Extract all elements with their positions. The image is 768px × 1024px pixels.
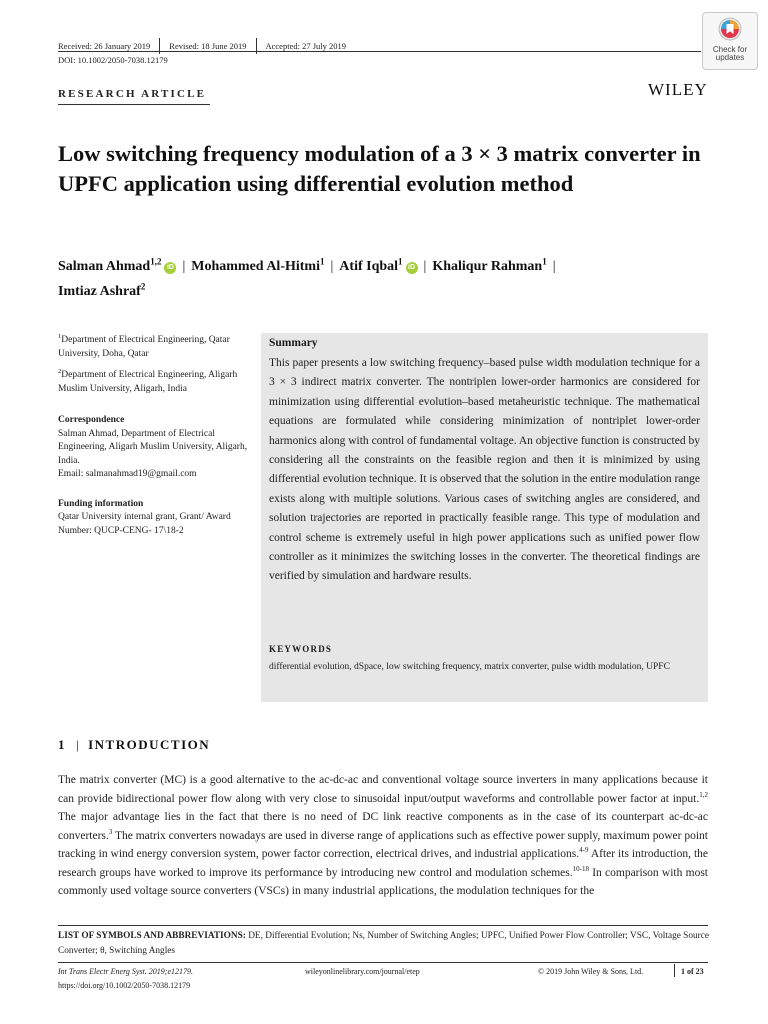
funding-heading: Funding information (58, 498, 144, 509)
copyright: © 2019 John Wiley & Sons, Ltd. (538, 967, 644, 976)
doi-link[interactable]: https://doi.org/10.1002/2050-7038.12179 (58, 981, 191, 990)
journal-citation: Int Trans Electr Energ Syst. 2019;e12179. (58, 967, 194, 976)
author[interactable]: Mohammed Al-Hitmi$^1$ (191, 256, 325, 274)
funding-text: Qatar University internal grant, Grant/ Award Number: QUCP-CENG- 17\18-2 (58, 512, 231, 536)
author[interactable]: Imtiaz Ashraf$^2$ (58, 281, 146, 299)
section-heading-introduction: 1 | INTRODUCTION (58, 737, 211, 752)
affiliation: $^1$Department of Electrical Engineering, Qatar University, Doha, Qatar (58, 333, 230, 359)
footer-rule (58, 962, 708, 963)
orcid-icon[interactable]: iD (406, 262, 418, 274)
author[interactable]: Khaliqur Rahman$^1$ (432, 256, 547, 274)
publisher-logo: WILEY (648, 80, 708, 99)
check-for-updates-badge[interactable] (702, 12, 758, 70)
author-list: Salman Ahmad$^{1,2}$iD | Mohammed Al-Hitmi$^1$ | Atif Iqbal$^1$iD | Khaliqur Rahman$^1$ | Imtiaz Ashraf$^2$ (58, 256, 556, 299)
article-type: RESEARCH ARTICLE (58, 88, 207, 100)
abbreviations-list: LIST OF SYMBOLS AND ABBREVIATIONS: DE, Differential Evolution; Ns, Number of Switching Angles; UPFC, Unified Power Flow Controller; VSC, Voltage Source Converter; θ, Switching Angles (58, 931, 709, 956)
correspondence-text: Salman Ahmad, Department of Electrical Engineering, Aligarh Muslim University, Aligarh, India. (58, 428, 248, 466)
paper-title: Low switching frequency modulation of a 3 × 3 matrix converter in UPFC application using differential evolution method (58, 141, 701, 196)
page-number: 1 of 23 (681, 967, 704, 976)
revised-date: Revised: 18 June 2019 (169, 41, 247, 51)
journal-site-link[interactable]: wileyonlinelibrary.com/journal/etep (305, 967, 420, 976)
doi: DOI: 10.1002/2050-7038.12179 (58, 55, 168, 65)
abbreviations-rule (58, 925, 708, 926)
introduction-paragraph: The matrix converter (MC) is a good alternative to the ac-dc-ac and conventional voltage source inverters in many applications because it can provide bidirectional power flow along with very close to sinusoidal input/output waveforms and controllable power factor at input.$^{1,2}$ The major advantage lies in the fact that there is no need of DC link reactive components as in the case of its counterpart ac-dc-ac converters.$^3$ The matrix converters nowadays are used in diverse range of applications such as effective power supply, maximum power point tracking in wind energy conversion system, power factor correction, electrical drives, and industrial applications.$^{4-9}$ After its introduction, the research groups have worked to improve its performance by introducing new control and modulation schemes.$^{10-18}$ In comparison with most commonly used voltage source converters (VSCs) in many industrial applications, the modulation techniques for the (58, 774, 708, 897)
affiliation: $^2$Department of Electrical Engineering, Aligarh Muslim University, Aligarh, India (58, 368, 238, 394)
correspondence-heading: Correspondence (58, 415, 125, 426)
badge-label-line1: Check for (712, 45, 748, 54)
keywords-list: differential evolution, dSpace, low switching frequency, matrix converter, pulse width modulation, UPFC (269, 662, 670, 672)
author[interactable]: Salman Ahmad$^{1,2}$ (58, 256, 162, 274)
summary-text: This paper presents a low switching frequency–based pulse width modulation technique for a 3 × 3 indirect matrix converter. The nontriplen lower-order harmonics are considered for minimization using differential evolution–based metaheuristic technique. The mathematical equations are formulated while considering minimization of nontriplet lower-order harmonics along with control of fundamental voltage. An objective function is constructed by considering all the constraints on the feasible region and then it is minimized by using differential evolution technique. It is observed that the solution in the entire modulation range exists along with multiple solutions. Various cases of switching angles are considered, and solution trajectories are reported in practically feasible range. This type of modulation and control scheme is extremely useful in high power applications such as unified power flow controller as it minimizes the switching losses in the converter. The theoretical findings are verified by simulation and hardware results. (269, 357, 700, 583)
correspondence-email[interactable]: Email: salmanahmad19@gmail.com (58, 469, 197, 480)
footer-divider (674, 964, 675, 977)
header-rule (58, 51, 701, 52)
received-date: Received: 26 January 2019 (58, 41, 151, 51)
summary-box (261, 333, 708, 702)
article-type-rule (58, 104, 210, 105)
accepted-date: Accepted: 27 July 2019 (265, 41, 346, 51)
article-info-column (58, 330, 248, 538)
badge-label-line2: updates (715, 53, 745, 62)
summary-heading: Summary (269, 337, 318, 349)
keywords-heading: KEYWORDS (269, 644, 333, 654)
check-for-updates-icon (718, 17, 742, 41)
orcid-icon[interactable]: iD (164, 262, 176, 274)
author[interactable]: Atif Iqbal$^1$ (339, 256, 403, 274)
